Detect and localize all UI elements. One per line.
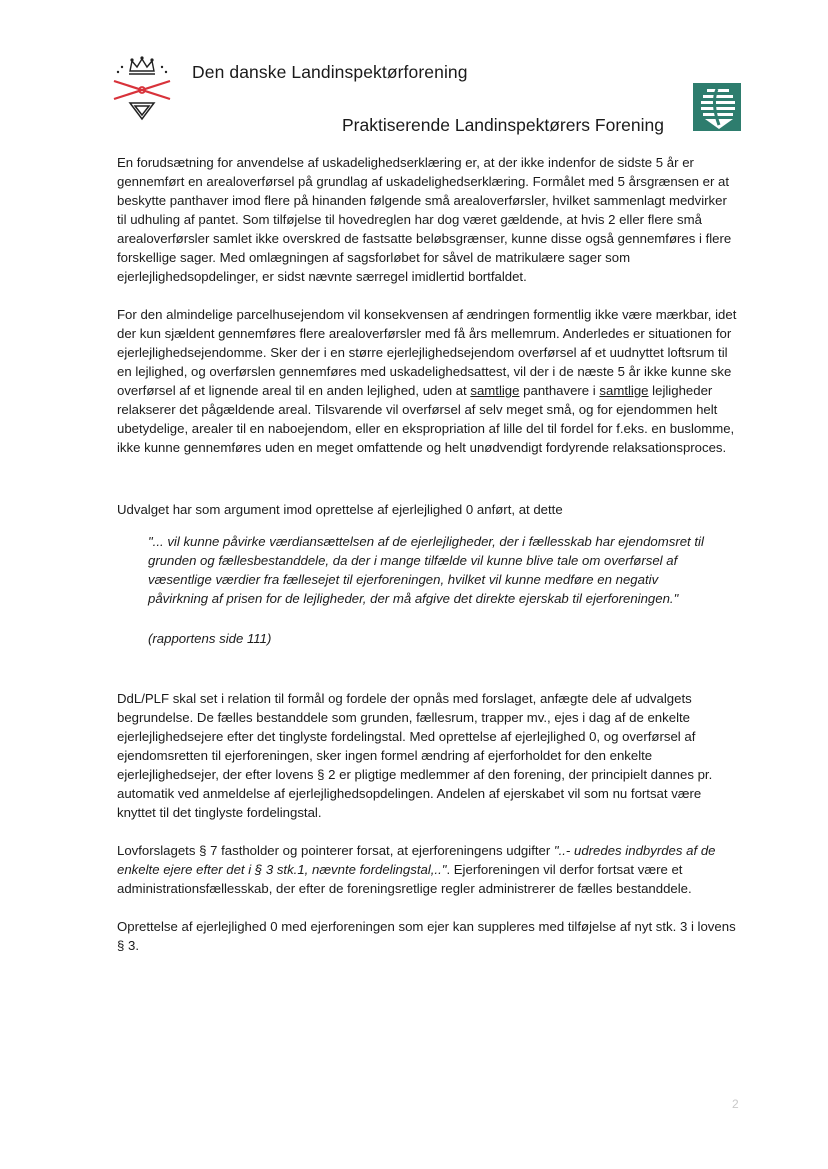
- org-name-ddl: Den danske Landinspektørforening: [192, 62, 468, 82]
- paragraph-2-text-c: lejligheder relakserer det pågældende areal. Tilsvarende vil overførsel af selv meget små, og for ejendommen helt ubetydelige, arealer til en naboejendom, eller en ekspropriation af lille del til fordel for f.eks. en buslomme, ikke kunne gennemføres uden en meget omfattende og helt unødvendigt fordyrende relaksationsproces.: [117, 383, 735, 455]
- paragraph-1: En forudsætning for anvendelse af uskadelighedserklæring er, at der ikke indenfor de sidste 5 år er gennemført en arealoverførsel på grundlag af uskadelighedserklæring. Formålet med 5 årsgrænsen er at beskytte panthaver imod flere på hinanden følgende små arealoverførsler, hvilket sammenlagt medvirker til udhuling af pantet. Som tilføjelse til hovedreglen har dog været gældende, at hvis 2 eller flere små arealoverførsler samlet ikke overskred de fastsatte beløbsgrænser, kunne disse også gennemføres i flere forskellige sager. Med omlægningen af sagsforløbet for såvel de matrikulære sager som ejerlejlighedsopdelinger, er sidst nævnte særregel imidlertid bortfaldet.: [117, 155, 732, 284]
- page-number: 2: [732, 1097, 739, 1111]
- letter-body: [117, 153, 737, 955]
- quote-block: "... vil kunne påvirke værdiansættelsen af de ejerlejligheder, der i fællesskab har ejendomsret til grunden og fællesbestanddele, da der i mange tilfælde vil kunne blive tale om overførsel af væsentlige værdier fra fællesejet til ejerforeningen, hvilket vil kunne medføre en negativ påvirkning af prisen for de lejligheder, der må afgive det direkte ejerskab til ejerforeningen.": [148, 534, 704, 606]
- paragraph-5-text-b: . Ejerforeningen vil derfor fortsat være et administrationsfællesskab, der efter de foreningsretlige regler administrerer de fælles bestanddele.: [117, 862, 692, 896]
- paragraph-2-text-a: For den almindelige parcelhusejendom vil konsekvensen af ændringen formentlig ikke være mærkbar, idet der kun sjældent gennemføres flere arealoverførsler med få års mellemrum. Anderledes er situationen for ejerlejlighedsejendomme. Sker der i en større ejerlejlighedsejendom overførsel af et uudnyttet loftsrum til en lejlighed, og overførslen gennemføres med uskadelighedsattest, vil der i de næste 5 år ikke kunne ske overførsel af et lignende areal til en anden lejlighed, uden at: [117, 307, 737, 398]
- paragraph-4: DdL/PLF skal set i relation til formål og fordele der opnås med forslaget, anfægte dele af udvalgets begrundelse. De fælles bestanddele som grunden, fællesrum, trapper mv., ejes i dag af de enkelte ejerlejlighedsejere efter det tinglyste fordelingstal. Med oprettelse af ejerlejlighed 0, og overførsel af ejendomsretten til ejerforeningen, sker ingen formel ændring af ejerforholdet for den enkelte ejerlejlighedsejer, der efter lovens § 2 er pligtige medlemmer af den forening, der principielt dannes pr. automatik ved anmeldelse af ejerlejlighedsopdelingen. Andelen af ejerskabet vil som nu fortsat være knyttet til det tinglyste fordelingstal.: [117, 691, 713, 820]
- paragraph-3: Udvalget har som argument imod oprettelse af ejerlejlighed 0 anført, at dette: [117, 502, 563, 517]
- paragraph-5: [117, 841, 737, 898]
- underlined-samtlige-1: samtlige: [470, 383, 520, 398]
- paragraph-2: [117, 305, 737, 457]
- ddl-logo-icon: [110, 55, 174, 121]
- underlined-samtlige-2: samtlige: [599, 383, 649, 398]
- paragraph-6: Oprettelse af ejerlejlighed 0 med ejerforeningen som ejer kan suppleres med tilføjelse af nyt stk. 3 i lovens § 3.: [117, 919, 736, 953]
- org-name-plf: Praktiserende Landinspektørers Forening: [342, 115, 664, 135]
- paragraph-5-italic-quote: "..- udredes indbyrdes af de enkelte ejere efter det i § 3 stk.1, nævnte fordelingstal,..": [117, 843, 716, 877]
- plf-logo-icon: [693, 83, 741, 131]
- paragraph-5-text-a: Lovforslagets § 7 fastholder og pointerer forsat, at ejerforeningens udgifter: [117, 843, 554, 858]
- paragraph-2-text-b: panthavere i: [519, 383, 600, 398]
- quote-reference: (rapportens side 111): [148, 631, 272, 646]
